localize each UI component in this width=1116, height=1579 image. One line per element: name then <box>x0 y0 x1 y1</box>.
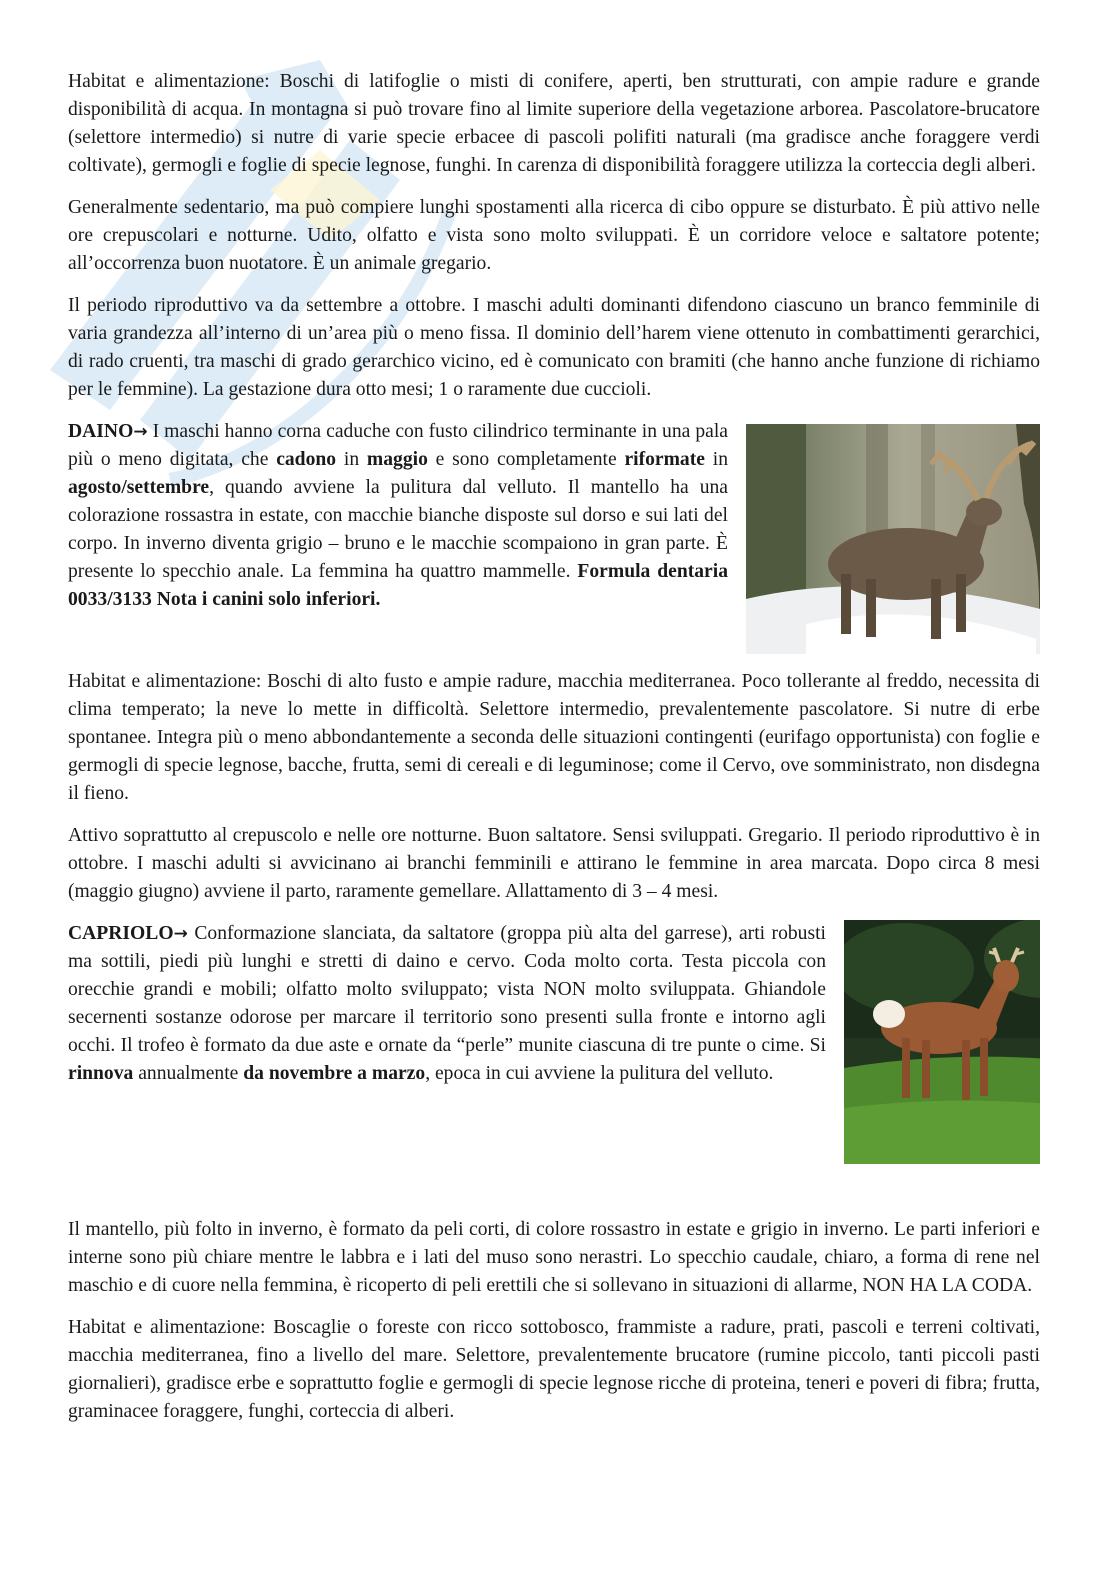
paragraph-capriolo: CAPRIOLO→ Conformazione slanciata, da saltatore (groppa più alta del garrese), arti robusti ma sottili, piedi più lunghi e stretti di daino e cervo. Coda molto corta. Testa piccola con orecchie grandi e mobili; olfatto molto sviluppato; vista NON molto sviluppata. Ghiandole secernenti sostanze odorose per marcare il territorio sono presenti sulla fronte e intorno agli occhi. Il trofeo è formato da due aste e ornate da “perle” munite ciascuna di tre punte o cime. Si rinnova annualmente da novembre a marzo, epoca in cui avviene la pulitura del velluto. <box>68 923 826 1084</box>
paragraph-cervo-comportamento: Generalmente sedentario, ma può compiere lunghi spostamenti alla ricerca di cibo oppure se disturbato. È più attivo nelle ore crepuscolari e notturne. Udito, olfatto e vista sono molto sviluppati. È un corridore veloce e saltatore potente; all’occorrenza buon nuotatore. È un animale gregario. <box>68 197 1040 274</box>
paragraph-cervo-riproduzione: Il periodo riproduttivo va da settembre a ottobre. I maschi adulti dominanti difendono ciascuno un branco femminile di varia grandezza all’interno di un’area più o meno fissa. Il dominio dell’harem viene ottenuto in combattimenti gerarchici, di rado cruenti, tra maschi di grado gerarchico vicino, ed è comunicato con bramiti (che hanno anche funzione di richiamo per le femmine). La gestazione dura otto mesi; 1 o raramente due cuccioli. <box>68 295 1040 400</box>
paragraph-daino-habitat: Habitat e alimentazione: Boschi di alto fusto e ampie radure, macchia mediterranea. Poco tollerante al freddo, necessita di clima temperato; la neve lo mette in difficoltà. Selettore intermedio, prevalentemente pascolatore. Si nutre di erbe spontanee. Integra più o meno abbondantemente a seconda delle situazioni contingenti (eurifago opportunista) con foglie e germogli di specie legnose, bacche, frutta, semi di cereali e di leguminose; come il Cervo, ove somministrato, non disdegna il fieno. <box>68 671 1040 804</box>
paragraph-capriolo-mantello: Il mantello, più folto in inverno, è formato da peli corti, di colore rossastro in estate e grigio in inverno. Le parti inferiori e interne sono più chiare mentre le labbra e i lati del muso sono nerastri. Lo specchio caudale, chiaro, a forma di rene nel maschio e di cuore nella femmina, è ricoperto di peli erettili che si sollevano in situazioni di allarme, NON HA LA CODA. <box>68 1219 1040 1296</box>
section-capriolo <box>68 920 1040 1164</box>
section-daino <box>68 418 1040 654</box>
paragraph-cervo-habitat: Habitat e alimentazione: Boschi di latifoglie o misti di conifere, aperti, ben strutturati, con ampie radure e grande disponibilità di acqua. In montagna si può trovare fino al limite superiore della vegetazione arborea. Pascolatore-brucatore (selettore intermedio) si nutre di varie specie erbacee di pascoli polifiti naturali (ma gradisce anche foraggere verdi coltivate), germogli e foglie di specie legnose, funghi. In carenza di disponibilità foraggere utilizza la corteccia degli alberi. <box>68 71 1040 176</box>
capriolo-title: CAPRIOLO <box>68 923 174 944</box>
paragraph-daino: DAINO→ I maschi hanno corna caduche con fusto cilindrico terminante in una pala più o meno digitata, che cadono in maggio e sono completamente riformate in agosto/settembre, quando avviene la pulitura dal velluto. Il mantello ha una colorazione rossastra in estate, con macchie bianche disposte sul dorso e sui lati del corpo. In inverno diventa grigio – bruno e le macchie scompaiono in gran parte. È presente lo specchio anale. La femmina ha quattro mammelle. Formula dentaria 0033/3133 Nota i canini solo inferiori. <box>68 421 728 610</box>
roe-deer-photo <box>844 920 1040 1164</box>
fallow-deer-photo <box>746 424 1040 654</box>
arrow-right-icon: → <box>173 924 188 944</box>
document-body <box>68 68 1040 1440</box>
daino-title: DAINO <box>68 421 134 442</box>
spacer <box>68 1178 1040 1216</box>
arrow-right-icon: → <box>133 422 148 442</box>
paragraph-daino-comportamento: Attivo soprattutto al crepuscolo e nelle ore notturne. Buon saltatore. Sensi sviluppati. Gregario. Il periodo riproduttivo è in ottobre. I maschi adulti si avvicinano ai branchi femminili e attirano le femmine in area marcata. Dopo circa 8 mesi (maggio giugno) avviene il parto, raramente gemellare. Allattamento di 3 – 4 mesi. <box>68 825 1040 902</box>
paragraph-capriolo-habitat: Habitat e alimentazione: Boscaglie o foreste con ricco sottobosco, frammiste a radure, prati, pascoli e terreni coltivati, macchia mediterranea, fino a livello del mare. Selettore, prevalentemente brucatore (rumine piccolo, tanti piccoli pasti giornalieri), gradisce erbe e soprattutto foglie e germogli di specie legnose ricche di proteina, teneri e poveri di fibra; frutta, graminacee foraggere, funghi, corteccia di alberi. <box>68 1317 1040 1422</box>
